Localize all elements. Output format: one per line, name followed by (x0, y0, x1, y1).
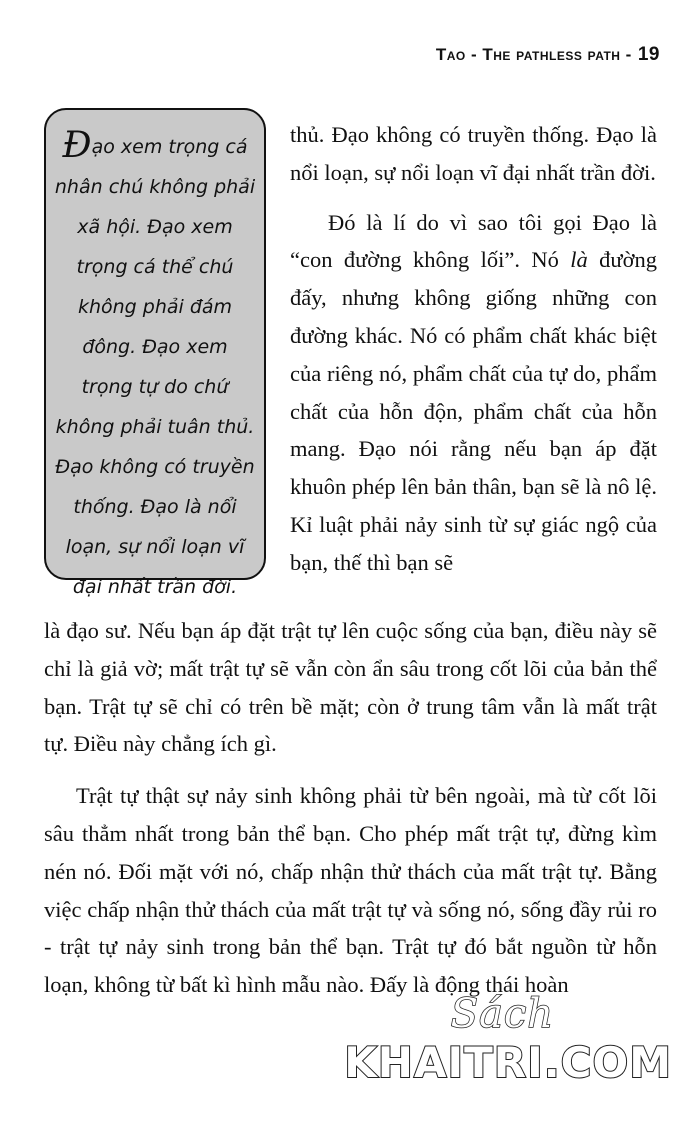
watermark-brand: KHAITRI.COM (344, 1038, 672, 1087)
paragraph-pathless-path (290, 204, 657, 582)
pullquote-text (54, 126, 256, 607)
paragraph-text: Đó là lí do vì sao tôi gọi Đạo là “con đường không lối”. Nó (290, 209, 657, 273)
paragraph-continued: thủ. Đạo không có truyền thống. Đạo là nổi loạn, sự nổi loạn vĩ đại nhất trần đời. (290, 122, 657, 185)
paragraph-continued-full: là đạo sư. Nếu bạn áp đặt trật tự lên cuộc sống của bạn, điều này sẽ chỉ là giả vờ; mất trật tự sẽ vẫn còn ẩn sâu trong cốt lõi của bản thể bạn. Trật tự sẽ chỉ có trên bề mặt; còn ở trung tâm vẫn là mất trật tự. Điều này chẳng ích gì. (44, 618, 657, 757)
pullquote-box (44, 108, 266, 598)
running-header (436, 44, 660, 66)
text-column-right (290, 116, 657, 582)
page-number: 19 (637, 44, 660, 65)
paragraph-text: đường đấy, nhưng không giống những con đường khác. Nó có phẩm chất khác biệt của riêng nó, phẩm chất của tự do, phẩm chất của hỗn độn, phẩm chất của hỗn mang. Đạo nói rằng nếu bạn áp đặt khuôn phép lên bản thân, bạn sẽ là nô lệ. Kỉ luật phải nảy sinh từ sự giác ngộ của bạn, thế thì bạn sẽ (290, 247, 657, 575)
emphasis-text: là (570, 247, 588, 273)
pullquote-dropcap: Đ (62, 125, 92, 166)
pullquote-body: ạo xem trọng cá nhân chú không phải xã hội. Đạo xem trọng cá thể chú không phải đám đông. Đạo xem trọng tự do chứ không phải tuân thủ. Đạo không có truyền thống. Đạo là nổi loạn, sự nổi loạn vĩ đại nhất trần đời. (54, 136, 256, 598)
running-title: Tao - The pathless path - (435, 45, 632, 64)
text-full-width (44, 612, 657, 1004)
paragraph-true-order: Trật tự thật sự nảy sinh không phải từ bên ngoài, mà từ cốt lõi sâu thẳm nhất trong bản thể bạn. Cho phép mất trật tự, đừng kìm nén nó. Đối mặt với nó, chấp nhận thử thách của mất trật tự. Bằng việc chấp nhận thử thách của mất trật tự và sống nó, sống đầy rủi ro - trật tự nảy sinh trong bản thể bạn. Trật tự đó bắt nguồn từ hỗn loạn, không từ bất kì hình mẫu nào. Đấy là động thái hoàn (44, 783, 657, 998)
watermark-logo (312, 991, 672, 1087)
watermark-script: Sách (450, 991, 554, 1037)
